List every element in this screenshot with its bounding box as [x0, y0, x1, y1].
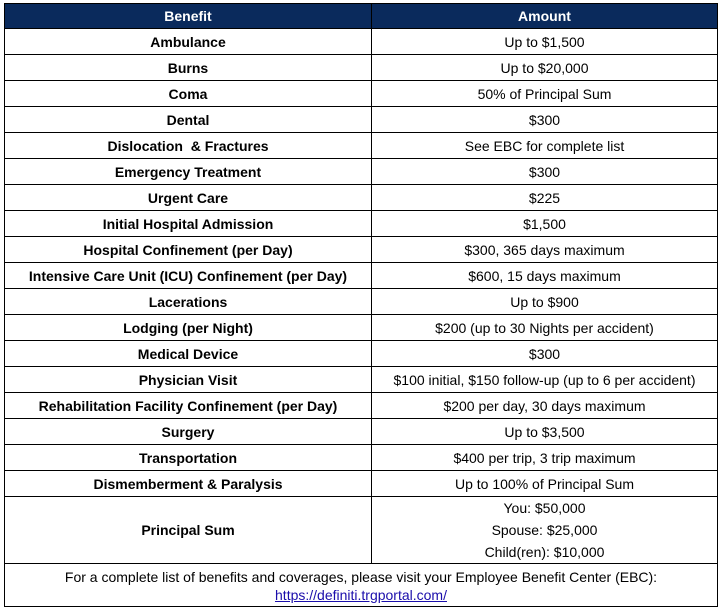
table-row	[5, 237, 718, 263]
table-row	[5, 211, 718, 237]
table-row	[5, 367, 718, 393]
column-header-benefit: Benefit	[5, 4, 372, 29]
table-row	[5, 315, 718, 341]
amount-cell: $100 initial, $150 follow-up (up to 6 per accident)	[372, 367, 718, 393]
table-row	[5, 445, 718, 471]
table-row	[5, 341, 718, 367]
benefit-cell: Transportation	[5, 445, 372, 471]
amount-cell: $1,500	[372, 211, 718, 237]
amount-cell: Up to 100% of Principal Sum	[372, 471, 718, 497]
amount-cell: See EBC for complete list	[372, 133, 718, 159]
benefit-cell: Emergency Treatment	[5, 159, 372, 185]
benefit-cell: Medical Device	[5, 341, 372, 367]
table-row	[5, 471, 718, 497]
benefit-cell: Physician Visit	[5, 367, 372, 393]
footer-cell	[5, 564, 718, 607]
benefit-cell: Lodging (per Night)	[5, 315, 372, 341]
table-row	[5, 55, 718, 81]
benefit-cell: Surgery	[5, 419, 372, 445]
amount-cell: $600, 15 days maximum	[372, 263, 718, 289]
table-row	[5, 263, 718, 289]
benefit-cell: Hospital Confinement (per Day)	[5, 237, 372, 263]
amount-cell: Up to $20,000	[372, 55, 718, 81]
amount-cell: Up to $900	[372, 289, 718, 315]
ebc-portal-link[interactable]: https://definiti.trgportal.com/	[275, 587, 447, 603]
benefit-cell: Lacerations	[5, 289, 372, 315]
principal-sum-label: Principal Sum	[5, 497, 372, 564]
amount-cell: $300	[372, 107, 718, 133]
amount-cell: $200 per day, 30 days maximum	[372, 393, 718, 419]
benefit-cell: Ambulance	[5, 29, 372, 55]
benefit-cell: Dislocation & Fractures	[5, 133, 372, 159]
benefits-table-container	[4, 3, 717, 607]
amount-cell: $300, 365 days maximum	[372, 237, 718, 263]
table-row	[5, 393, 718, 419]
table-header-row	[5, 4, 718, 29]
principal-sum-amounts	[372, 497, 718, 564]
table-row	[5, 81, 718, 107]
principal-sum-children: Child(ren): $10,000	[484, 544, 605, 560]
benefit-cell: Dental	[5, 107, 372, 133]
footer-text: For a complete list of benefits and coverages, please visit your Employee Benefit Center (EBC):	[64, 569, 658, 585]
table-row	[5, 133, 718, 159]
benefit-cell: Initial Hospital Admission	[5, 211, 372, 237]
amount-cell: $300	[372, 159, 718, 185]
principal-sum-spouse: Spouse: $25,000	[491, 522, 598, 538]
amount-cell: $300	[372, 341, 718, 367]
amount-cell: Up to $3,500	[372, 419, 718, 445]
table-row	[5, 419, 718, 445]
benefit-cell: Urgent Care	[5, 185, 372, 211]
benefit-cell: Intensive Care Unit (ICU) Confinement (per Day)	[5, 263, 372, 289]
amount-cell: $225	[372, 185, 718, 211]
principal-sum-row	[5, 497, 718, 564]
amount-cell: 50% of Principal Sum	[372, 81, 718, 107]
amount-cell: Up to $1,500	[372, 29, 718, 55]
benefit-cell: Coma	[5, 81, 372, 107]
table-row	[5, 29, 718, 55]
benefit-cell: Rehabilitation Facility Confinement (per Day)	[5, 393, 372, 419]
benefits-table	[4, 3, 718, 607]
table-row	[5, 289, 718, 315]
column-header-amount: Amount	[372, 4, 718, 29]
amount-cell: $400 per trip, 3 trip maximum	[372, 445, 718, 471]
amount-cell: $200 (up to 30 Nights per accident)	[372, 315, 718, 341]
benefit-cell: Dismemberment & Paralysis	[5, 471, 372, 497]
principal-sum-you: You: $50,000	[503, 500, 586, 516]
table-row	[5, 185, 718, 211]
footer-row	[5, 564, 718, 607]
table-row	[5, 107, 718, 133]
benefit-cell: Burns	[5, 55, 372, 81]
table-row	[5, 159, 718, 185]
